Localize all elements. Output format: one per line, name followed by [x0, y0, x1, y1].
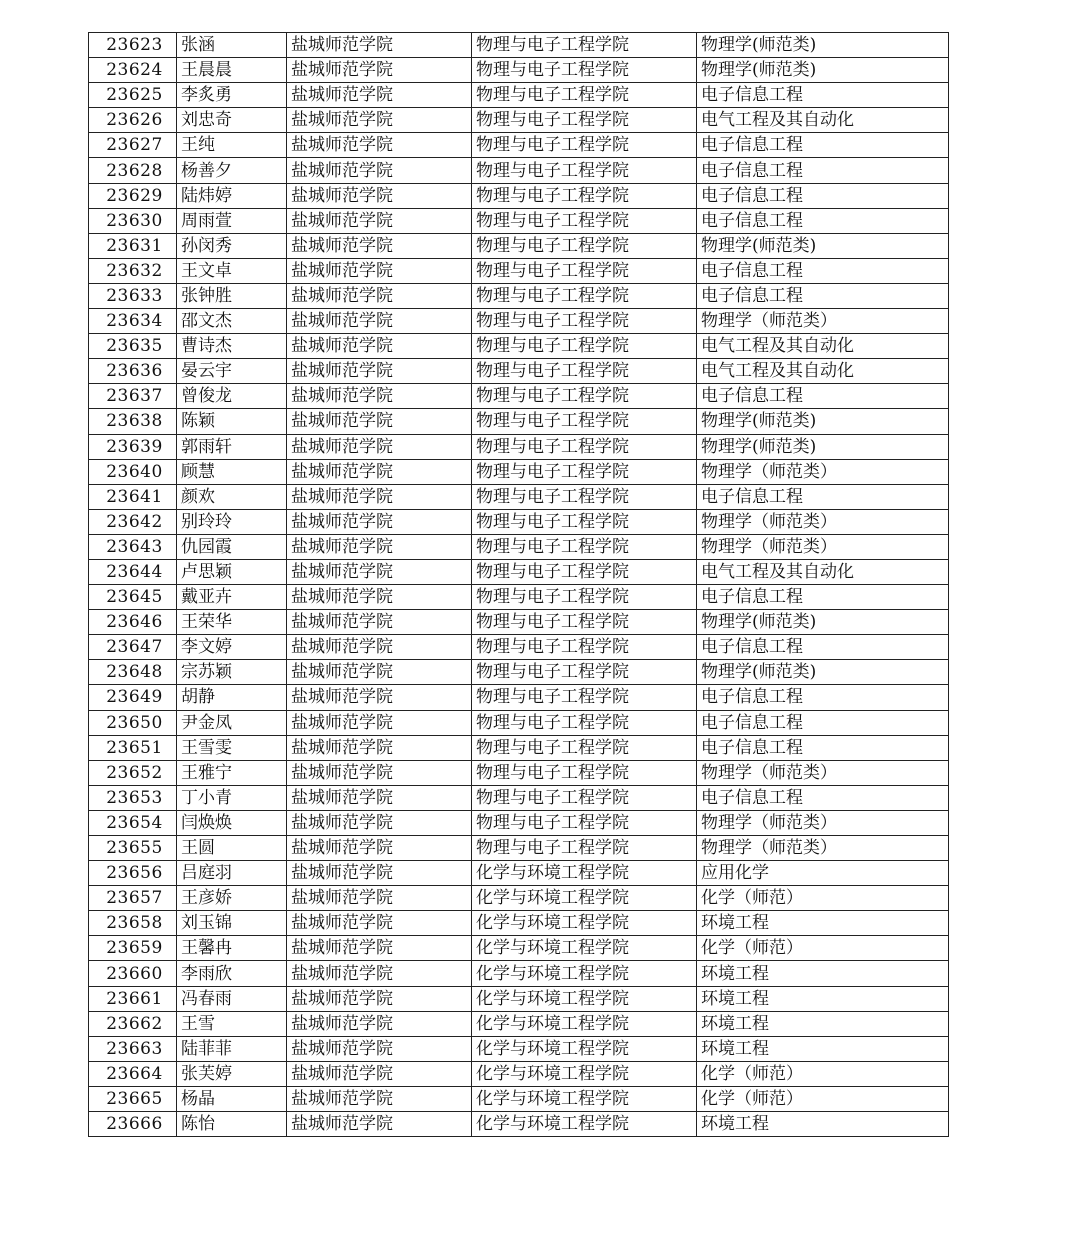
student-name-cell: 颜欢 [177, 484, 287, 509]
student-id-cell: 23647 [89, 635, 177, 660]
major-cell: 电子信息工程 [697, 258, 949, 283]
college-cell: 物理与电子工程学院 [472, 635, 697, 660]
college-cell: 物理与电子工程学院 [472, 83, 697, 108]
table-row [89, 283, 949, 308]
school-cell: 盐城师范学院 [287, 283, 472, 308]
major-cell: 电子信息工程 [697, 283, 949, 308]
student-name-cell: 晏云宇 [177, 359, 287, 384]
school-cell: 盐城师范学院 [287, 785, 472, 810]
college-cell: 物理与电子工程学院 [472, 208, 697, 233]
major-cell: 物理学(师范类) [697, 409, 949, 434]
table-row [89, 183, 949, 208]
school-cell: 盐城师范学院 [287, 660, 472, 685]
table-row [89, 886, 949, 911]
student-id-cell: 23643 [89, 534, 177, 559]
student-name-cell: 戴亚卉 [177, 585, 287, 610]
school-cell: 盐城师范学院 [287, 258, 472, 283]
major-cell: 电子信息工程 [697, 735, 949, 760]
roster-table-body [89, 33, 949, 1137]
student-name-cell: 王雪雯 [177, 735, 287, 760]
major-cell: 物理学（师范类） [697, 760, 949, 785]
student-name-cell: 吕庭羽 [177, 861, 287, 886]
school-cell: 盐城师范学院 [287, 208, 472, 233]
major-cell: 电子信息工程 [697, 484, 949, 509]
table-row [89, 309, 949, 334]
school-cell: 盐城师范学院 [287, 83, 472, 108]
student-id-cell: 23655 [89, 836, 177, 861]
school-cell: 盐城师范学院 [287, 409, 472, 434]
major-cell: 物理学(师范类) [697, 58, 949, 83]
student-id-cell: 23650 [89, 710, 177, 735]
college-cell: 物理与电子工程学院 [472, 183, 697, 208]
table-row [89, 861, 949, 886]
college-cell: 物理与电子工程学院 [472, 660, 697, 685]
major-cell: 物理学（师范类） [697, 836, 949, 861]
student-id-cell: 23644 [89, 559, 177, 584]
roster-table [88, 32, 949, 1137]
school-cell: 盐城师范学院 [287, 585, 472, 610]
major-cell: 物理学（师范类） [697, 509, 949, 534]
school-cell: 盐城师范学院 [287, 685, 472, 710]
student-name-cell: 张涵 [177, 33, 287, 58]
table-row [89, 384, 949, 409]
college-cell: 化学与环境工程学院 [472, 961, 697, 986]
table-row [89, 836, 949, 861]
school-cell: 盐城师范学院 [287, 710, 472, 735]
student-name-cell: 周雨萱 [177, 208, 287, 233]
table-row [89, 585, 949, 610]
college-cell: 化学与环境工程学院 [472, 886, 697, 911]
student-id-cell: 23662 [89, 1011, 177, 1036]
student-id-cell: 23639 [89, 434, 177, 459]
major-cell: 化学（师范） [697, 1086, 949, 1111]
student-name-cell: 王文卓 [177, 258, 287, 283]
student-name-cell: 王纯 [177, 133, 287, 158]
student-id-cell: 23652 [89, 760, 177, 785]
table-row [89, 1086, 949, 1111]
table-row [89, 559, 949, 584]
major-cell: 电子信息工程 [697, 183, 949, 208]
table-row [89, 635, 949, 660]
school-cell: 盐城师范学院 [287, 33, 472, 58]
college-cell: 物理与电子工程学院 [472, 559, 697, 584]
student-id-cell: 23642 [89, 509, 177, 534]
student-id-cell: 23635 [89, 334, 177, 359]
student-id-cell: 23654 [89, 810, 177, 835]
college-cell: 物理与电子工程学院 [472, 710, 697, 735]
student-id-cell: 23661 [89, 986, 177, 1011]
college-cell: 化学与环境工程学院 [472, 936, 697, 961]
major-cell: 化学（师范） [697, 936, 949, 961]
table-row [89, 334, 949, 359]
student-id-cell: 23653 [89, 785, 177, 810]
student-name-cell: 陈颖 [177, 409, 287, 434]
college-cell: 物理与电子工程学院 [472, 434, 697, 459]
college-cell: 物理与电子工程学院 [472, 610, 697, 635]
major-cell: 物理学（师范类） [697, 309, 949, 334]
student-name-cell: 刘玉锦 [177, 911, 287, 936]
student-name-cell: 闫焕焕 [177, 810, 287, 835]
table-row [89, 359, 949, 384]
table-row [89, 509, 949, 534]
student-id-cell: 23657 [89, 886, 177, 911]
major-cell: 电气工程及其自动化 [697, 359, 949, 384]
student-id-cell: 23627 [89, 133, 177, 158]
student-name-cell: 宗苏颖 [177, 660, 287, 685]
table-row [89, 158, 949, 183]
school-cell: 盐城师范学院 [287, 911, 472, 936]
table-row [89, 735, 949, 760]
table-row [89, 660, 949, 685]
major-cell: 物理学(师范类) [697, 434, 949, 459]
student-id-cell: 23659 [89, 936, 177, 961]
school-cell: 盐城师范学院 [287, 610, 472, 635]
college-cell: 物理与电子工程学院 [472, 836, 697, 861]
table-row [89, 233, 949, 258]
school-cell: 盐城师范学院 [287, 534, 472, 559]
college-cell: 物理与电子工程学院 [472, 233, 697, 258]
student-name-cell: 陆炜婷 [177, 183, 287, 208]
table-row [89, 133, 949, 158]
college-cell: 物理与电子工程学院 [472, 384, 697, 409]
table-row [89, 434, 949, 459]
major-cell: 物理学（师范类） [697, 459, 949, 484]
student-id-cell: 23625 [89, 83, 177, 108]
college-cell: 物理与电子工程学院 [472, 810, 697, 835]
school-cell: 盐城师范学院 [287, 961, 472, 986]
school-cell: 盐城师范学院 [287, 108, 472, 133]
school-cell: 盐城师范学院 [287, 886, 472, 911]
student-id-cell: 23628 [89, 158, 177, 183]
student-name-cell: 杨善夕 [177, 158, 287, 183]
student-name-cell: 张芙婷 [177, 1061, 287, 1086]
major-cell: 环境工程 [697, 986, 949, 1011]
student-name-cell: 胡静 [177, 685, 287, 710]
student-id-cell: 23666 [89, 1112, 177, 1137]
table-row [89, 409, 949, 434]
student-id-cell: 23638 [89, 409, 177, 434]
school-cell: 盐城师范学院 [287, 509, 472, 534]
college-cell: 物理与电子工程学院 [472, 108, 697, 133]
student-name-cell: 王彦娇 [177, 886, 287, 911]
school-cell: 盐城师范学院 [287, 434, 472, 459]
college-cell: 物理与电子工程学院 [472, 534, 697, 559]
major-cell: 电气工程及其自动化 [697, 559, 949, 584]
student-name-cell: 王晨晨 [177, 58, 287, 83]
table-row [89, 710, 949, 735]
college-cell: 物理与电子工程学院 [472, 735, 697, 760]
college-cell: 物理与电子工程学院 [472, 359, 697, 384]
student-name-cell: 李炙勇 [177, 83, 287, 108]
college-cell: 物理与电子工程学院 [472, 158, 697, 183]
student-name-cell: 李雨欣 [177, 961, 287, 986]
student-name-cell: 李文婷 [177, 635, 287, 660]
student-id-cell: 23631 [89, 233, 177, 258]
student-name-cell: 仇园霞 [177, 534, 287, 559]
table-row [89, 33, 949, 58]
school-cell: 盐城师范学院 [287, 810, 472, 835]
school-cell: 盐城师范学院 [287, 635, 472, 660]
school-cell: 盐城师范学院 [287, 760, 472, 785]
major-cell: 电子信息工程 [697, 785, 949, 810]
student-name-cell: 王雪 [177, 1011, 287, 1036]
major-cell: 环境工程 [697, 1112, 949, 1137]
student-name-cell: 顾慧 [177, 459, 287, 484]
student-name-cell: 孙闵秀 [177, 233, 287, 258]
school-cell: 盐城师范学院 [287, 309, 472, 334]
college-cell: 物理与电子工程学院 [472, 484, 697, 509]
student-id-cell: 23634 [89, 309, 177, 334]
school-cell: 盐城师范学院 [287, 183, 472, 208]
student-id-cell: 23636 [89, 359, 177, 384]
table-row [89, 936, 949, 961]
school-cell: 盐城师范学院 [287, 459, 472, 484]
major-cell: 电子信息工程 [697, 158, 949, 183]
student-id-cell: 23632 [89, 258, 177, 283]
student-name-cell: 邵文杰 [177, 309, 287, 334]
student-name-cell: 王雅宁 [177, 760, 287, 785]
college-cell: 物理与电子工程学院 [472, 785, 697, 810]
school-cell: 盐城师范学院 [287, 384, 472, 409]
school-cell: 盐城师范学院 [287, 861, 472, 886]
student-id-cell: 23623 [89, 33, 177, 58]
student-name-cell: 王荣华 [177, 610, 287, 635]
table-row [89, 208, 949, 233]
college-cell: 物理与电子工程学院 [472, 309, 697, 334]
college-cell: 化学与环境工程学院 [472, 1061, 697, 1086]
school-cell: 盐城师范学院 [287, 1112, 472, 1137]
college-cell: 物理与电子工程学院 [472, 58, 697, 83]
college-cell: 物理与电子工程学院 [472, 760, 697, 785]
major-cell: 应用化学 [697, 861, 949, 886]
student-name-cell: 别玲玲 [177, 509, 287, 534]
college-cell: 化学与环境工程学院 [472, 986, 697, 1011]
student-id-cell: 23637 [89, 384, 177, 409]
major-cell: 物理学(师范类) [697, 660, 949, 685]
school-cell: 盐城师范学院 [287, 484, 472, 509]
student-id-cell: 23626 [89, 108, 177, 133]
table-row [89, 610, 949, 635]
college-cell: 化学与环境工程学院 [472, 1086, 697, 1111]
school-cell: 盐城师范学院 [287, 986, 472, 1011]
student-id-cell: 23646 [89, 610, 177, 635]
major-cell: 环境工程 [697, 961, 949, 986]
major-cell: 电子信息工程 [697, 133, 949, 158]
student-name-cell: 卢思颖 [177, 559, 287, 584]
student-name-cell: 张钟胜 [177, 283, 287, 308]
table-row [89, 1036, 949, 1061]
student-id-cell: 23651 [89, 735, 177, 760]
major-cell: 物理学(师范类) [697, 610, 949, 635]
major-cell: 电气工程及其自动化 [697, 334, 949, 359]
table-row [89, 534, 949, 559]
school-cell: 盐城师范学院 [287, 158, 472, 183]
table-row [89, 83, 949, 108]
student-id-cell: 23660 [89, 961, 177, 986]
major-cell: 环境工程 [697, 911, 949, 936]
major-cell: 电子信息工程 [697, 710, 949, 735]
school-cell: 盐城师范学院 [287, 1061, 472, 1086]
college-cell: 物理与电子工程学院 [472, 585, 697, 610]
student-id-cell: 23633 [89, 283, 177, 308]
major-cell: 环境工程 [697, 1011, 949, 1036]
student-name-cell: 冯春雨 [177, 986, 287, 1011]
major-cell: 电子信息工程 [697, 635, 949, 660]
table-row [89, 1011, 949, 1036]
student-id-cell: 23630 [89, 208, 177, 233]
college-cell: 物理与电子工程学院 [472, 133, 697, 158]
major-cell: 电子信息工程 [697, 384, 949, 409]
school-cell: 盐城师范学院 [287, 1086, 472, 1111]
college-cell: 化学与环境工程学院 [472, 861, 697, 886]
table-row [89, 760, 949, 785]
student-name-cell: 曾俊龙 [177, 384, 287, 409]
table-row [89, 1112, 949, 1137]
school-cell: 盐城师范学院 [287, 133, 472, 158]
student-id-cell: 23656 [89, 861, 177, 886]
student-name-cell: 郭雨轩 [177, 434, 287, 459]
school-cell: 盐城师范学院 [287, 1011, 472, 1036]
college-cell: 化学与环境工程学院 [472, 1112, 697, 1137]
college-cell: 物理与电子工程学院 [472, 509, 697, 534]
college-cell: 物理与电子工程学院 [472, 334, 697, 359]
college-cell: 化学与环境工程学院 [472, 1036, 697, 1061]
student-name-cell: 陈怡 [177, 1112, 287, 1137]
table-row [89, 258, 949, 283]
table-row [89, 58, 949, 83]
school-cell: 盐城师范学院 [287, 559, 472, 584]
major-cell: 物理学（师范类） [697, 810, 949, 835]
student-name-cell: 王圆 [177, 836, 287, 861]
table-row [89, 459, 949, 484]
school-cell: 盐城师范学院 [287, 359, 472, 384]
major-cell: 环境工程 [697, 1036, 949, 1061]
major-cell: 物理学（师范类） [697, 534, 949, 559]
major-cell: 电子信息工程 [697, 208, 949, 233]
student-name-cell: 王馨冉 [177, 936, 287, 961]
college-cell: 物理与电子工程学院 [472, 685, 697, 710]
major-cell: 电气工程及其自动化 [697, 108, 949, 133]
college-cell: 化学与环境工程学院 [472, 911, 697, 936]
student-id-cell: 23629 [89, 183, 177, 208]
student-name-cell: 尹金凤 [177, 710, 287, 735]
student-id-cell: 23641 [89, 484, 177, 509]
school-cell: 盐城师范学院 [287, 233, 472, 258]
student-id-cell: 23648 [89, 660, 177, 685]
student-id-cell: 23658 [89, 911, 177, 936]
table-row [89, 785, 949, 810]
major-cell: 电子信息工程 [697, 685, 949, 710]
student-id-cell: 23663 [89, 1036, 177, 1061]
student-name-cell: 陆菲菲 [177, 1036, 287, 1061]
student-id-cell: 23645 [89, 585, 177, 610]
college-cell: 物理与电子工程学院 [472, 283, 697, 308]
major-cell: 电子信息工程 [697, 585, 949, 610]
college-cell: 物理与电子工程学院 [472, 258, 697, 283]
school-cell: 盐城师范学院 [287, 735, 472, 760]
college-cell: 化学与环境工程学院 [472, 1011, 697, 1036]
school-cell: 盐城师范学院 [287, 58, 472, 83]
college-cell: 物理与电子工程学院 [472, 409, 697, 434]
student-id-cell: 23640 [89, 459, 177, 484]
school-cell: 盐城师范学院 [287, 334, 472, 359]
table-row [89, 961, 949, 986]
college-cell: 物理与电子工程学院 [472, 459, 697, 484]
table-row [89, 685, 949, 710]
school-cell: 盐城师范学院 [287, 836, 472, 861]
table-row [89, 810, 949, 835]
major-cell: 化学（师范） [697, 1061, 949, 1086]
school-cell: 盐城师范学院 [287, 936, 472, 961]
school-cell: 盐城师范学院 [287, 1036, 472, 1061]
student-name-cell: 丁小青 [177, 785, 287, 810]
table-row [89, 1061, 949, 1086]
table-row [89, 108, 949, 133]
major-cell: 化学（师范） [697, 886, 949, 911]
table-row [89, 911, 949, 936]
major-cell: 物理学(师范类) [697, 33, 949, 58]
major-cell: 电子信息工程 [697, 83, 949, 108]
student-id-cell: 23649 [89, 685, 177, 710]
student-id-cell: 23624 [89, 58, 177, 83]
table-row [89, 484, 949, 509]
student-name-cell: 刘忠奇 [177, 108, 287, 133]
table-row [89, 986, 949, 1011]
student-id-cell: 23665 [89, 1086, 177, 1111]
major-cell: 物理学(师范类) [697, 233, 949, 258]
student-id-cell: 23664 [89, 1061, 177, 1086]
student-name-cell: 曹诗杰 [177, 334, 287, 359]
college-cell: 物理与电子工程学院 [472, 33, 697, 58]
roster-sheet [88, 32, 948, 1137]
student-name-cell: 杨晶 [177, 1086, 287, 1111]
